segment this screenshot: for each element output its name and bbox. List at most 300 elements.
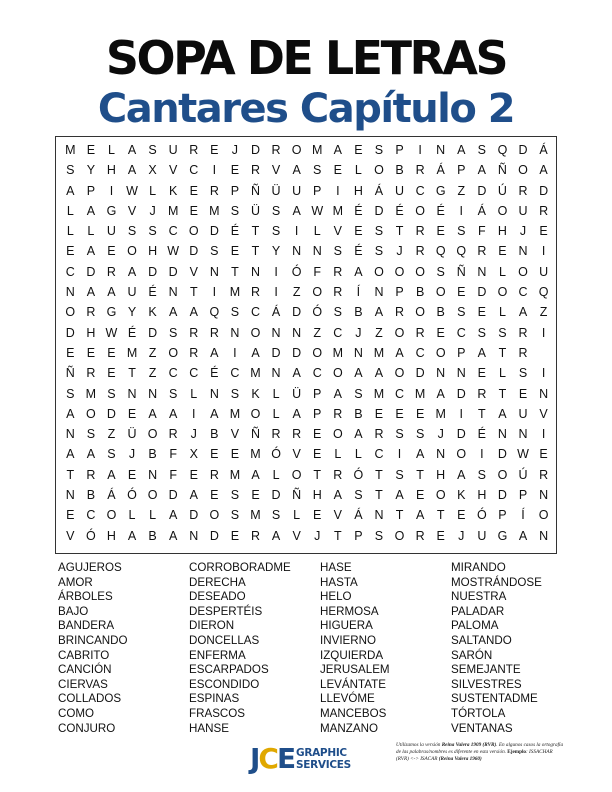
grid-letter[interactable]: E (395, 406, 404, 421)
grid-letter[interactable]: A (169, 508, 178, 523)
grid-letter[interactable]: E (251, 488, 260, 503)
grid-letter[interactable]: S (148, 224, 157, 239)
grid-letter[interactable]: H (106, 163, 116, 178)
grid-letter[interactable]: T (416, 467, 424, 482)
grid-letter[interactable]: D (86, 264, 96, 279)
grid-letter[interactable]: T (375, 488, 383, 503)
grid-letter[interactable]: Á (107, 488, 116, 503)
grid-letter[interactable]: K (251, 386, 260, 401)
grid-letter[interactable]: E (66, 508, 75, 523)
grid-letter[interactable]: M (65, 143, 76, 157)
grid-letter[interactable]: É (354, 203, 363, 218)
grid-letter[interactable]: A (539, 163, 548, 178)
grid-letter[interactable]: S (107, 386, 116, 401)
grid-letter[interactable]: A (189, 488, 198, 503)
grid-letter[interactable]: A (415, 508, 425, 523)
grid-letter[interactable]: O (394, 528, 405, 543)
grid-letter[interactable]: Ñ (65, 366, 75, 381)
grid-letter[interactable]: R (415, 163, 425, 178)
grid-letter[interactable]: R (415, 244, 425, 259)
grid-letter[interactable]: S (395, 427, 404, 442)
grid-letter[interactable]: M (229, 285, 241, 300)
grid-letter[interactable]: L (498, 264, 506, 279)
grid-letter[interactable]: W (517, 447, 529, 462)
grid-letter[interactable]: P (457, 345, 466, 360)
grid-letter[interactable]: O (394, 366, 405, 381)
grid-letter[interactable]: E (457, 508, 466, 523)
grid-letter[interactable]: E (539, 224, 548, 239)
grid-letter[interactable]: P (313, 183, 322, 198)
grid-letter[interactable]: D (518, 143, 528, 157)
grid-letter[interactable]: A (518, 305, 528, 320)
grid-letter[interactable]: A (251, 345, 260, 360)
grid-letter[interactable]: J (190, 427, 197, 442)
grid-letter[interactable]: M (373, 386, 385, 401)
grid-letter[interactable]: Y (127, 305, 137, 320)
grid-letter[interactable]: T (251, 244, 260, 259)
grid-letter[interactable]: D (415, 366, 425, 381)
grid-letter[interactable]: A (86, 447, 96, 462)
grid-letter[interactable]: S (498, 325, 507, 340)
grid-letter[interactable]: P (395, 285, 404, 300)
grid-letter[interactable]: M (229, 406, 241, 421)
grid-letter[interactable]: Ñ (456, 264, 466, 279)
grid-letter[interactable]: O (518, 264, 528, 279)
grid-letter[interactable]: C (518, 285, 528, 300)
grid-letter[interactable]: L (66, 224, 74, 239)
grid-letter[interactable]: Ñ (250, 427, 260, 442)
grid-letter[interactable]: N (353, 345, 363, 360)
grid-letter[interactable]: S (230, 305, 240, 320)
grid-letter[interactable]: A (354, 264, 363, 279)
grid-letter[interactable]: N (65, 427, 75, 442)
grid-letter[interactable]: N (65, 285, 75, 300)
grid-letter[interactable]: R (518, 345, 528, 360)
grid-letter[interactable]: S (230, 203, 240, 218)
grid-letter[interactable]: L (149, 508, 157, 523)
grid-letter[interactable]: S (395, 467, 404, 482)
grid-letter[interactable]: D (292, 345, 302, 360)
grid-letter[interactable]: R (168, 427, 178, 442)
grid-letter[interactable]: Q (538, 285, 549, 300)
grid-letter[interactable]: D (209, 528, 219, 543)
grid-letter[interactable]: S (415, 427, 425, 442)
grid-letter[interactable]: D (168, 264, 178, 279)
grid-letter[interactable]: F (313, 264, 322, 279)
grid-letter[interactable]: C (415, 183, 425, 198)
grid-letter[interactable]: J (355, 325, 362, 340)
grid-letter[interactable]: N (497, 427, 507, 442)
grid-letter[interactable]: S (436, 264, 445, 279)
grid-letter[interactable]: I (459, 203, 464, 218)
grid-letter[interactable]: I (233, 345, 237, 360)
grid-letter[interactable]: N (271, 366, 281, 381)
grid-letter[interactable]: O (497, 467, 508, 482)
grid-letter[interactable]: A (127, 143, 137, 157)
grid-letter[interactable]: D (168, 488, 178, 503)
grid-letter[interactable]: J (314, 528, 321, 543)
grid-letter[interactable]: R (477, 386, 487, 401)
grid-letter[interactable]: E (107, 345, 116, 360)
grid-letter[interactable]: R (189, 143, 199, 157)
grid-letter[interactable]: O (415, 264, 425, 279)
grid-letter[interactable]: I (109, 183, 114, 198)
grid-letter[interactable]: J (458, 528, 465, 543)
grid-letter[interactable]: I (418, 143, 422, 157)
grid-letter[interactable]: U (539, 264, 549, 279)
grid-letter[interactable]: N (189, 528, 199, 543)
grid-letter[interactable]: E (354, 143, 363, 157)
grid-letter[interactable]: H (353, 183, 363, 198)
grid-letter[interactable]: L (354, 163, 362, 178)
grid-letter[interactable]: T (498, 386, 507, 401)
grid-letter[interactable]: D (292, 305, 302, 320)
grid-letter[interactable]: K (457, 488, 466, 503)
grid-letter[interactable]: E (86, 345, 96, 360)
grid-letter[interactable]: I (459, 406, 464, 421)
grid-letter[interactable]: N (292, 244, 302, 259)
grid-letter[interactable]: C (230, 366, 240, 381)
grid-letter[interactable]: I (541, 244, 546, 259)
grid-letter[interactable]: J (437, 427, 444, 442)
grid-letter[interactable]: S (86, 427, 96, 442)
grid-letter[interactable]: N (230, 325, 240, 340)
grid-letter[interactable]: A (210, 406, 219, 421)
grid-letter[interactable]: V (539, 406, 548, 421)
grid-letter[interactable]: Á (271, 305, 281, 320)
grid-letter[interactable]: U (395, 183, 405, 198)
grid-letter[interactable]: X (148, 163, 157, 178)
grid-letter[interactable]: S (169, 325, 178, 340)
grid-letter[interactable]: E (457, 285, 466, 300)
grid-letter[interactable]: Z (148, 366, 157, 381)
grid-letter[interactable]: N (436, 447, 446, 462)
grid-letter[interactable]: D (271, 488, 281, 503)
grid-letter[interactable]: N (250, 264, 260, 279)
grid-letter[interactable]: F (169, 447, 177, 462)
grid-letter[interactable]: Q (497, 143, 508, 157)
grid-letter[interactable]: M (229, 467, 241, 482)
grid-letter[interactable]: N (436, 366, 446, 381)
grid-letter[interactable]: L (498, 366, 506, 381)
grid-letter[interactable]: E (436, 528, 445, 543)
grid-letter[interactable]: D (477, 183, 487, 198)
grid-letter[interactable]: J (128, 447, 136, 462)
grid-letter[interactable]: R (415, 325, 425, 340)
grid-letter[interactable]: E (477, 366, 487, 381)
grid-letter[interactable]: N (127, 386, 137, 401)
grid-letter[interactable]: D (148, 325, 158, 340)
grid-letter[interactable]: O (497, 285, 508, 300)
grid-letter[interactable]: E (189, 183, 198, 198)
grid-letter[interactable]: V (333, 508, 342, 523)
grid-letter[interactable]: O (518, 163, 528, 178)
grid-letter[interactable]: N (209, 264, 219, 279)
grid-letter[interactable]: C (333, 325, 343, 340)
grid-letter[interactable]: T (251, 224, 260, 239)
grid-letter[interactable]: C (374, 447, 384, 462)
grid-letter[interactable]: É (230, 224, 240, 239)
grid-letter[interactable]: N (539, 528, 549, 543)
grid-letter[interactable]: V (66, 528, 75, 543)
grid-letter[interactable]: R (271, 143, 281, 157)
grid-letter[interactable]: J (231, 143, 239, 157)
grid-letter[interactable]: O (435, 488, 446, 503)
grid-letter[interactable]: R (539, 467, 549, 482)
grid-letter[interactable]: M (250, 508, 261, 523)
grid-letter[interactable]: M (435, 406, 446, 421)
grid-letter[interactable]: H (312, 488, 322, 503)
grid-letter[interactable]: E (498, 244, 507, 259)
grid-letter[interactable]: T (478, 406, 486, 421)
grid-letter[interactable]: C (168, 224, 178, 239)
grid-letter[interactable]: Z (375, 325, 383, 340)
grid-letter[interactable]: P (313, 406, 322, 421)
grid-letter[interactable]: O (415, 203, 425, 218)
grid-letter[interactable]: Ó (476, 508, 487, 523)
grid-letter[interactable]: E (354, 224, 363, 239)
grid-letter[interactable]: O (209, 508, 220, 523)
grid-letter[interactable]: E (374, 406, 384, 421)
grid-letter[interactable]: A (66, 447, 75, 462)
grid-letter[interactable]: R (86, 305, 96, 320)
grid-letter[interactable]: T (498, 345, 507, 360)
grid-letter[interactable]: F (478, 224, 486, 239)
grid-letter[interactable]: J (396, 244, 403, 259)
grid-letter[interactable]: A (333, 143, 342, 157)
grid-letter[interactable]: P (518, 488, 528, 503)
grid-letter[interactable]: Y (86, 163, 96, 178)
grid-letter[interactable]: I (541, 427, 546, 442)
grid-letter[interactable]: O (538, 508, 549, 523)
grid-letter[interactable]: N (312, 244, 322, 259)
grid-letter[interactable]: A (169, 406, 178, 421)
grid-letter[interactable]: S (374, 244, 384, 259)
grid-letter[interactable]: L (313, 224, 321, 239)
grid-letter[interactable]: S (354, 386, 363, 401)
grid-letter[interactable]: E (86, 143, 96, 157)
grid-letter[interactable]: B (210, 427, 219, 442)
grid-letter[interactable]: Z (457, 183, 466, 198)
grid-letter[interactable]: H (497, 224, 507, 239)
grid-letter[interactable]: Í (356, 285, 361, 300)
grid-letter[interactable]: R (209, 183, 219, 198)
grid-letter[interactable]: W (126, 183, 138, 198)
grid-letter[interactable]: F (169, 467, 177, 482)
grid-letter[interactable]: E (415, 406, 425, 421)
grid-letter[interactable]: C (86, 508, 96, 523)
grid-letter[interactable]: W (167, 244, 180, 259)
grid-letter[interactable]: I (480, 447, 484, 462)
grid-letter[interactable]: A (169, 528, 178, 543)
grid-letter[interactable]: E (210, 143, 219, 157)
grid-letter[interactable]: S (271, 203, 281, 218)
grid-letter[interactable]: G (106, 203, 117, 218)
grid-letter[interactable]: C (189, 366, 199, 381)
grid-letter[interactable]: R (518, 183, 528, 198)
grid-letter[interactable]: K (148, 305, 157, 320)
grid-letter[interactable]: Z (539, 305, 548, 320)
grid-letter[interactable]: G (435, 183, 446, 198)
grid-letter[interactable]: É (477, 427, 487, 442)
grid-letter[interactable]: R (209, 325, 219, 340)
grid-letter[interactable]: U (168, 143, 178, 157)
grid-letter[interactable]: O (394, 325, 405, 340)
grid-letter[interactable]: S (169, 386, 178, 401)
grid-letter[interactable]: Y (271, 244, 281, 259)
grid-letter[interactable]: A (86, 244, 96, 259)
grid-letter[interactable]: R (271, 427, 281, 442)
grid-letter[interactable]: S (107, 447, 116, 462)
grid-letter[interactable]: C (415, 345, 425, 360)
grid-letter[interactable]: L (87, 224, 95, 239)
grid-letter[interactable]: S (477, 143, 487, 157)
grid-letter[interactable]: S (374, 143, 384, 157)
grid-letter[interactable]: A (395, 488, 404, 503)
grid-letter[interactable]: E (230, 528, 240, 543)
grid-letter[interactable]: A (169, 305, 178, 320)
grid-letter[interactable]: B (86, 488, 96, 503)
grid-letter[interactable]: Z (313, 325, 322, 340)
grid-letter[interactable]: E (230, 447, 240, 462)
grid-letter[interactable]: C (168, 366, 178, 381)
grid-letter[interactable]: A (354, 427, 363, 442)
grid-letter[interactable]: L (272, 467, 280, 482)
grid-letter[interactable]: R (395, 305, 405, 320)
grid-letter[interactable]: S (148, 143, 157, 157)
grid-letter[interactable]: T (375, 467, 383, 482)
grid-letter[interactable]: M (126, 345, 138, 360)
grid-letter[interactable]: E (333, 163, 342, 178)
grid-letter[interactable]: Á (354, 508, 363, 523)
grid-letter[interactable]: A (127, 163, 137, 178)
grid-letter[interactable]: C (456, 325, 466, 340)
grid-letter[interactable]: V (127, 203, 137, 218)
grid-letter[interactable]: W (311, 203, 324, 218)
grid-letter[interactable]: U (127, 285, 137, 300)
grid-letter[interactable]: T (189, 285, 198, 300)
grid-letter[interactable]: Ñ (292, 488, 302, 503)
grid-letter[interactable]: L (334, 447, 342, 462)
grid-letter[interactable]: L (354, 447, 362, 462)
grid-letter[interactable]: O (250, 325, 261, 340)
grid-letter[interactable]: U (106, 224, 116, 239)
grid-letter[interactable]: I (294, 224, 299, 239)
grid-letter[interactable]: O (374, 264, 384, 279)
grid-letter[interactable]: R (189, 345, 199, 360)
grid-letter[interactable]: A (107, 467, 116, 482)
grid-letter[interactable]: B (354, 305, 363, 320)
grid-letter[interactable]: H (86, 325, 96, 340)
grid-letter[interactable]: S (230, 488, 240, 503)
grid-letter[interactable]: D (189, 244, 199, 259)
grid-letter[interactable]: O (127, 244, 137, 259)
grid-letter[interactable]: Q (456, 244, 467, 259)
grid-letter[interactable]: Á (539, 143, 548, 157)
grid-letter[interactable]: M (250, 447, 261, 462)
grid-letter[interactable]: N (518, 427, 528, 442)
grid-letter[interactable]: R (86, 467, 96, 482)
grid-letter[interactable]: L (272, 386, 280, 401)
grid-letter[interactable]: A (66, 183, 75, 198)
grid-letter[interactable]: I (192, 406, 196, 421)
grid-letter[interactable]: A (86, 203, 96, 218)
grid-letter[interactable]: O (394, 264, 405, 279)
grid-letter[interactable]: A (518, 528, 528, 543)
grid-letter[interactable]: R (415, 224, 425, 239)
grid-letter[interactable]: Ú (497, 183, 507, 198)
grid-letter[interactable]: M (209, 203, 220, 218)
grid-letter[interactable]: N (374, 285, 384, 300)
grid-letter[interactable]: L (293, 508, 301, 523)
grid-letter[interactable]: N (209, 386, 219, 401)
grid-letter[interactable]: Á (436, 163, 445, 178)
grid-letter[interactable]: G (497, 528, 508, 543)
grid-letter[interactable]: D (148, 264, 158, 279)
grid-letter[interactable]: O (250, 406, 261, 421)
grid-letter[interactable]: R (189, 325, 199, 340)
grid-letter[interactable]: R (86, 366, 96, 381)
grid-letter[interactable]: A (251, 467, 260, 482)
grid-letter[interactable]: T (436, 508, 445, 523)
grid-letter[interactable]: R (518, 325, 528, 340)
grid-letter[interactable]: B (148, 528, 157, 543)
grid-letter[interactable]: T (231, 264, 239, 279)
grid-letter[interactable]: D (250, 143, 260, 157)
grid-letter[interactable]: J (519, 224, 527, 239)
grid-letter[interactable]: E (127, 467, 137, 482)
grid-letter[interactable]: S (457, 305, 466, 320)
grid-letter[interactable]: D (497, 447, 507, 462)
grid-letter[interactable]: B (354, 406, 363, 421)
grid-letter[interactable]: L (272, 406, 280, 421)
grid-letter[interactable]: P (354, 528, 363, 543)
grid-letter[interactable]: O (86, 406, 96, 421)
grid-letter[interactable]: M (332, 203, 344, 218)
grid-letter[interactable]: R (539, 203, 549, 218)
grid-letter[interactable]: E (415, 488, 425, 503)
grid-letter[interactable]: R (250, 285, 260, 300)
grid-letter[interactable]: S (230, 386, 240, 401)
grid-letter[interactable]: E (189, 203, 198, 218)
grid-letter[interactable]: T (395, 508, 404, 523)
grid-letter[interactable]: O (332, 366, 343, 381)
grid-letter[interactable]: A (86, 285, 96, 300)
grid-letter[interactable]: K (169, 183, 178, 198)
grid-letter[interactable]: Z (292, 285, 301, 300)
grid-letter[interactable]: M (167, 203, 179, 218)
grid-letter[interactable]: O (291, 143, 302, 157)
grid-letter[interactable]: H (106, 528, 116, 543)
grid-letter[interactable]: A (498, 406, 507, 421)
grid-letter[interactable]: O (312, 345, 323, 360)
grid-letter[interactable]: Ñ (497, 163, 507, 178)
grid-letter[interactable]: U (518, 203, 528, 218)
grid-letter[interactable]: S (66, 386, 75, 401)
grid-letter[interactable]: M (332, 345, 344, 360)
grid-letter[interactable]: É (148, 285, 157, 300)
grid-letter[interactable]: Ü (250, 203, 260, 218)
grid-letter[interactable]: A (66, 406, 75, 421)
grid-letter[interactable]: O (332, 427, 343, 442)
grid-letter[interactable]: D (456, 386, 466, 401)
grid-letter[interactable]: L (107, 143, 115, 157)
grid-letter[interactable]: O (497, 203, 508, 218)
grid-letter[interactable]: O (106, 508, 117, 523)
grid-letter[interactable]: S (271, 508, 281, 523)
grid-letter[interactable]: S (477, 467, 487, 482)
grid-letter[interactable]: L (128, 508, 136, 523)
